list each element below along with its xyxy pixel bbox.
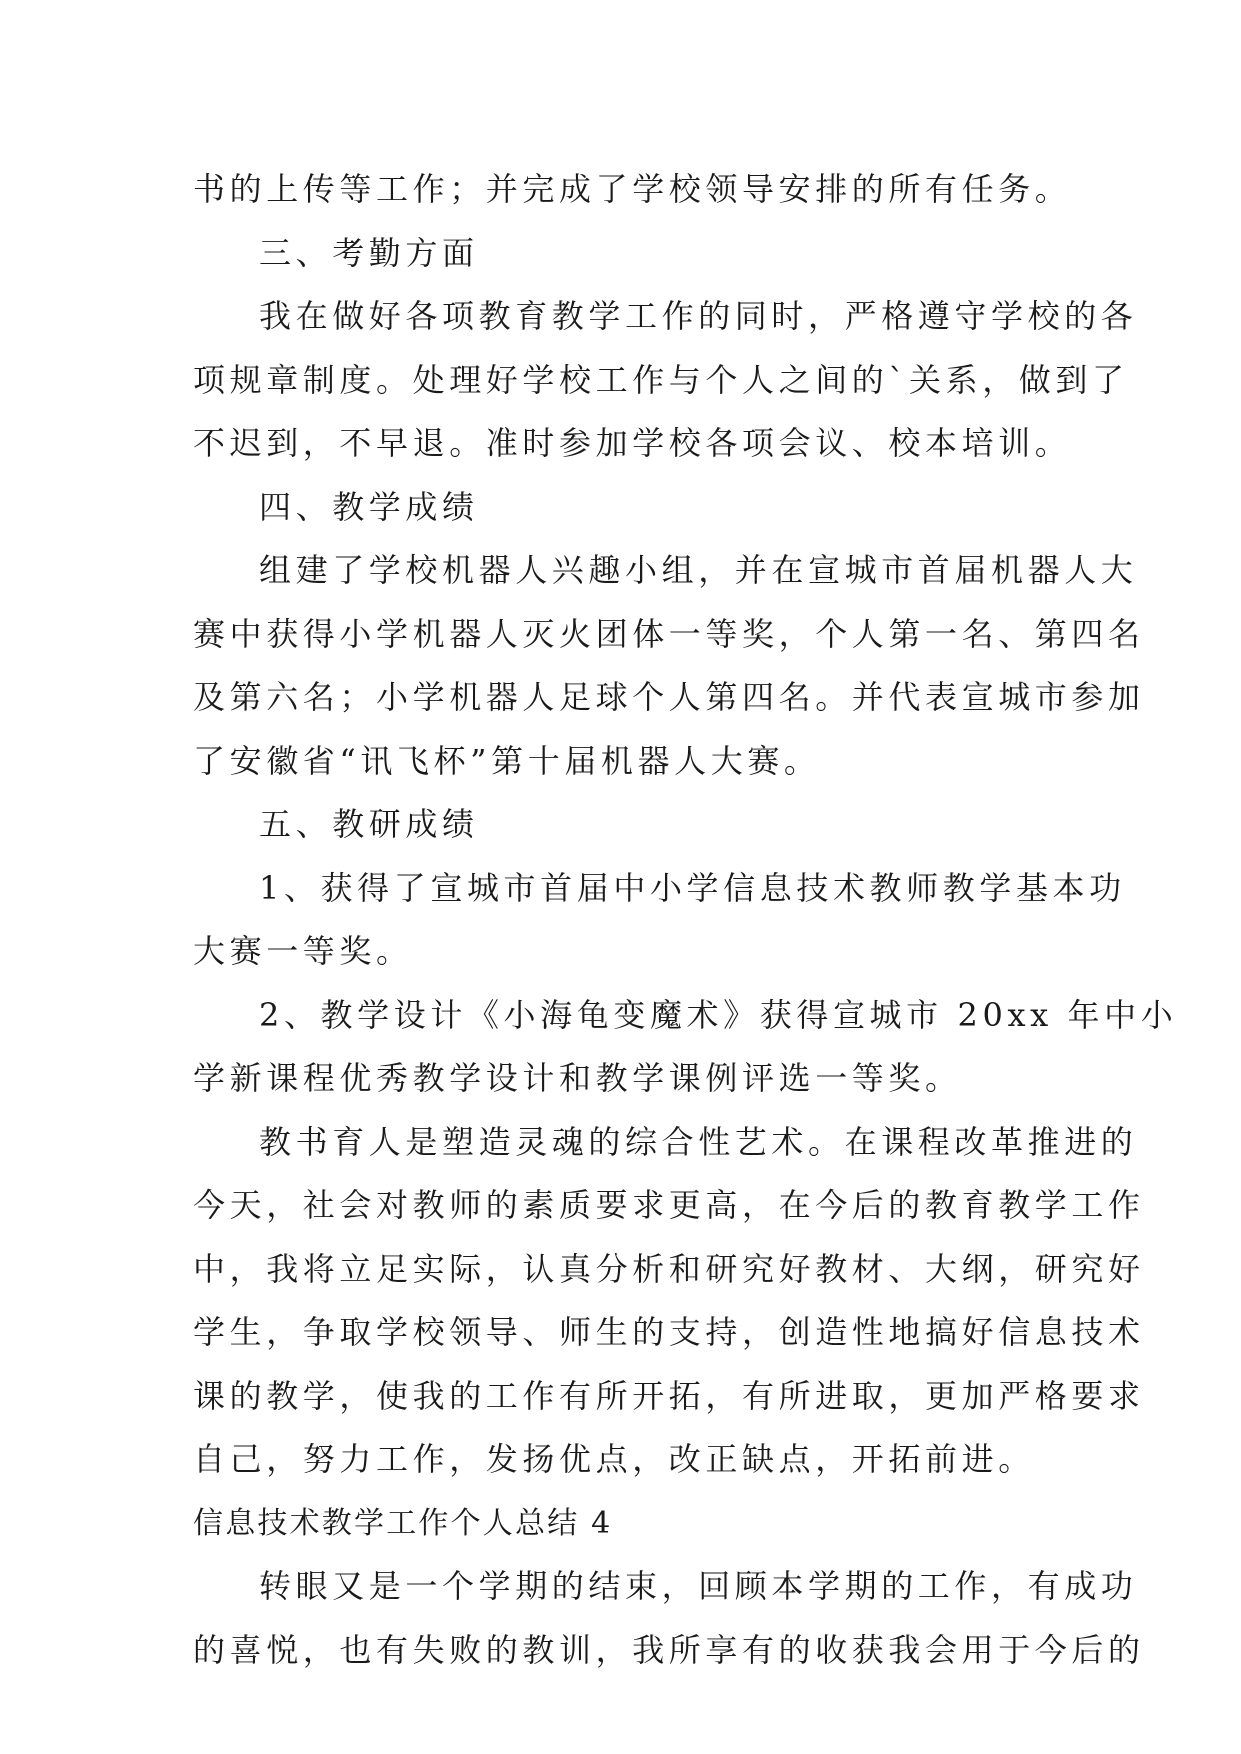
text-line: 教书育人是塑造灵魂的综合性艺术。在课程改革推进的 [259, 1122, 1138, 1161]
section-heading-attendance: 三、考勤方面 [259, 233, 479, 272]
text-line: 及第六名；小学机器人足球个人第四名。并代表宣城市参加 [193, 678, 1145, 716]
text-line: 组建了学校机器人兴趣小组，并在宣城市首届机器人大 [259, 551, 1138, 589]
text-line: 1、获得了宣城市首届中小学信息技术教师教学基本功 [259, 868, 1126, 907]
text-line: 书的上传等工作；并完成了学校领导安排的所有任务。 [193, 170, 1072, 208]
text-line: 我在做好各项教育教学工作的同时，严格遵守学校的各 [259, 297, 1138, 335]
text-line: 中，我将立足实际，认真分析和研究好教材、大纲，研究好 [193, 1249, 1145, 1288]
text-line: 的喜悦，也有失败的教训，我所享有的收获我会用于今后的 [193, 1630, 1145, 1669]
text-line: 转眼又是一个学期的结束，回顾本学期的工作，有成功 [259, 1567, 1138, 1605]
section-heading-research-results: 五、教研成绩 [259, 805, 479, 843]
text-line: 项规章制度。处理好学校工作与个人之间的`关系，做到了 [193, 360, 1129, 399]
text-line: 学生，争取学校领导、师生的支持，创造性地搞好信息技术 [193, 1313, 1145, 1351]
text-line: 了安徽省“讯飞杯”第十届机器人大赛。 [193, 741, 821, 780]
text-line: 课的教学，使我的工作有所开拓，有所进取，更加严格要求 [193, 1376, 1145, 1415]
section-heading-teaching-results: 四、教学成绩 [259, 487, 479, 526]
document-body [193, 158, 1178, 1682]
text-line: 不迟到，不早退。准时参加学校各项会议、校本培训。 [193, 424, 1072, 462]
text-line: 自己，努力工作，发扬优点，改正缺点，开拓前进。 [193, 1440, 1035, 1478]
text-line: 大赛一等奖。 [193, 932, 413, 970]
text-line: 赛中获得小学机器人灭火团体一等奖，个人第一名、第四名 [193, 614, 1145, 653]
article-title: 信息技术教学工作个人总结 4 [193, 1505, 613, 1541]
text-line: 2、教学设计《小海龟变魔术》获得宣城市 20xx 年中小 [259, 995, 1178, 1034]
text-line: 今天，社会对教师的素质要求更高，在今后的教育教学工作 [193, 1186, 1145, 1224]
text-line: 学新课程优秀教学设计和教学课例评选一等奖。 [193, 1059, 962, 1097]
